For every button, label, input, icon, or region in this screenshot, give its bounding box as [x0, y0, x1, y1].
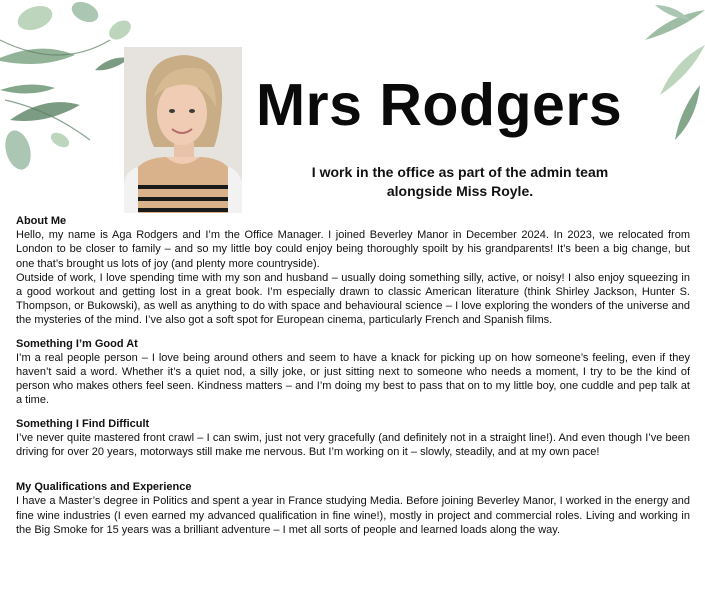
profile-content [16, 214, 690, 537]
portrait-illustration [124, 47, 242, 213]
good-at-paragraph: I’m a real people person – I love being around others and seem to have a knack for picking up on how someone’s feeling, even if they haven’t said a word. Whether it’s a quiet nod, a silly joke, or just sitting next to someone who needs a moment, I try to be the kind of person who makes others feel seen. Kindness matters – and I’m doing my best to pass that on to my little boy, one cuddle and pep talk at a time. [16, 351, 690, 407]
section-heading-good-at: Something I’m Good At [16, 337, 138, 350]
section-heading-difficult: Something I Find Difficult [16, 417, 150, 430]
section-heading-qualifications: My Qualifications and Experience [16, 481, 192, 494]
about-me-paragraph-1: Hello, my name is Aga Rodgers and I’m the Office Manager. I joined Beverley Manor in December 2024. In 2023, we relocated from London to be closer to family – and so my little boy could enjoy being thoroughly spoilt by his grandparents! It’s been a big change, but one that’s brought us lots of joy (and plenty more countryside). [16, 229, 690, 270]
about-me-paragraph-2: Outside of work, I love spending time with my son and husband – usually doing something silly, active, or noisy! I also enjoy squeezing in a good workout and getting lost in a great book. I’m especially drawn to classic American literature (think Shirley Jackson, Hunter S. Thompson, or Bukowski), as well as anything to do with space and behavioural science – I love exploring the wonders of the universe and the mysteries of the mind. I’ve also got a soft spot for European cinema, particularly French and Spanish films. [16, 271, 690, 327]
section-heading-about-me: About Me [16, 215, 67, 227]
page-title: Mrs Rodgers [256, 72, 623, 138]
qualifications-paragraph: I have a Master’s degree in Politics and spent a year in France studying Media. Before joining Beverley Manor, I worked in the energy and fine wine industries (I even earned my advanced qualification in fine wine!), mostly in project and commercial roles. Living and working in the Big Smoke for 15 years was a brilliant adventure – I met all sorts of people and learned loads along the way. [16, 495, 690, 536]
portrait-photo [124, 47, 242, 213]
difficult-paragraph: I’ve never quite mastered front crawl – I can swim, just not very gracefully (and definitely not in a straight line!). And even though I’ve been driving for over 20 years, motorways still make me nervous. But I’m working on it – slowly, steadily, and at my own pace! [16, 431, 690, 459]
page-subtitle: I work in the office as part of the admin team alongside Miss Royle. [311, 164, 609, 199]
